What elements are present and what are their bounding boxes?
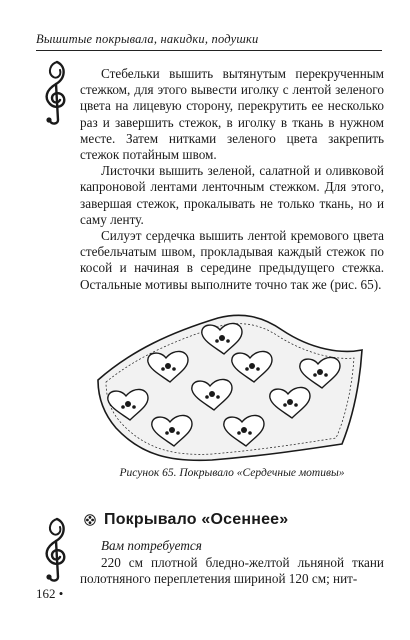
paragraph-hearts: Силуэт сердечка вышить лентой кремового цвета стебельчатым швом, прокладывая каждый стежок по косой и начиная в середине предыдущего стежка. Остальные мотивы выполните точно так же (рис. 65). (80, 228, 384, 292)
flower-bullet-icon (84, 514, 96, 526)
paragraph-materials: 220 см плотной бледно-желтой льняной ткани полотняного переплетения шириной 120 см; нит- (80, 555, 384, 587)
paragraph-leaves: Листочки вышить зеленой, салатной и оливковой капроновой лентами ленточным стежком. Для этого, завершая стежок, прокалывать не только ткань, но и саму ленту. (80, 163, 384, 227)
figure-caption: Рисунок 65. Покрывало «Сердечные мотивы» (119, 467, 345, 479)
treble-clef-ornament-bottom (36, 515, 72, 583)
section-title: Покрывало «Осеннее» (104, 511, 289, 528)
body-text-bottom (80, 555, 384, 587)
paragraph-stems: Стебельки вышить вытянутым перекрученным стежком, для этого вывести иголку с лентой зеленого цвета на лицевую сторону, перекрутить ее несколько раз и завершить стежок, в иголку в ткань в нужном месте. Затем нитками зеленого цвета закрепить стежок потайным швом. (80, 66, 384, 163)
materials-subheading: Вам потребуется (101, 538, 202, 553)
section-heading (84, 511, 384, 529)
treble-clef-ornament-top (36, 58, 72, 126)
body-text-top (80, 66, 384, 293)
header-rule (36, 50, 382, 51)
running-header: Вышитые покрывала, накидки, подушки (36, 32, 259, 46)
page-number: 162 • (36, 586, 64, 601)
bedspread-illustration (92, 310, 368, 464)
